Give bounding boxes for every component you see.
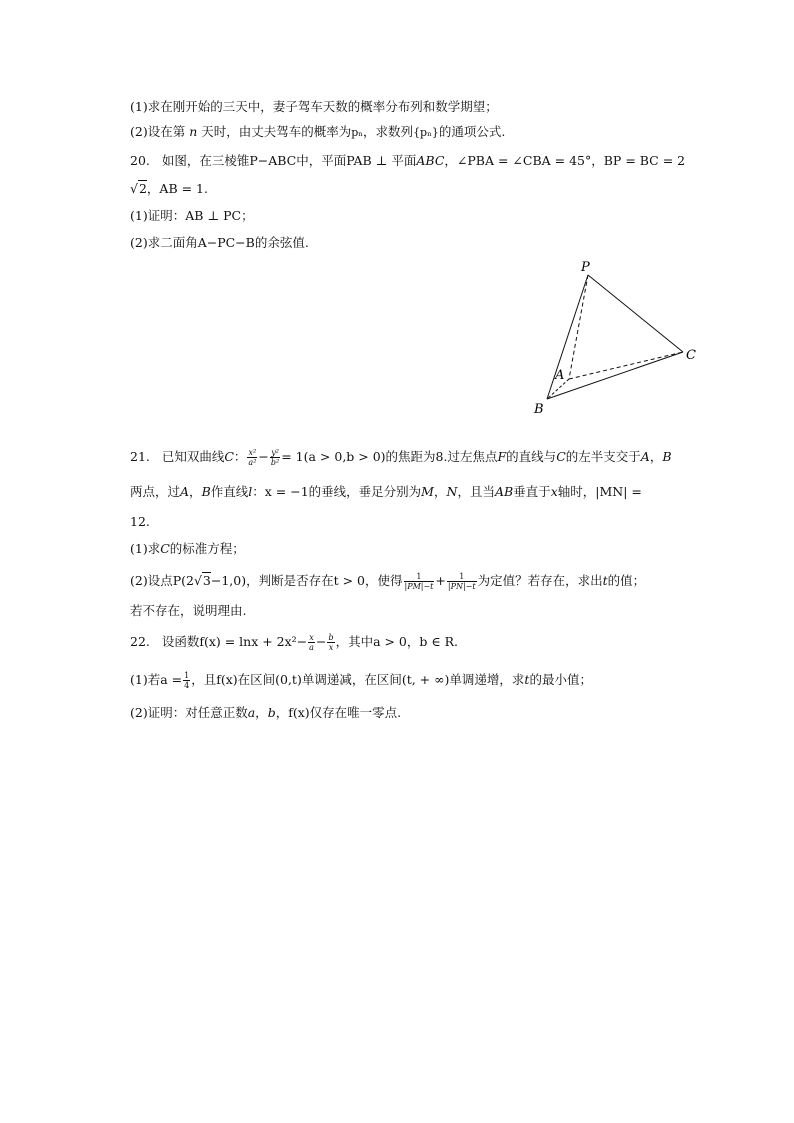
question-number: 22. xyxy=(130,634,150,649)
label-C: C xyxy=(686,348,696,363)
label-P: P xyxy=(581,260,590,275)
var-A: A xyxy=(640,449,650,464)
numerator: x² xyxy=(248,448,257,457)
comma: ， xyxy=(255,705,268,720)
q19-part2-text: 的通项公式. xyxy=(438,124,506,139)
denominator: |PM|−t xyxy=(404,582,434,591)
var-AB: AB xyxy=(494,484,514,499)
q21-text: 作直线 xyxy=(210,484,249,499)
q21-text: 12. xyxy=(130,514,150,529)
var-C: C xyxy=(224,449,234,464)
fraction-1-PM xyxy=(404,572,435,591)
pyramid-figure xyxy=(525,255,710,420)
q20-text: ，∠PBA = ∠CBA = 45°，BP = BC = 2 xyxy=(444,153,686,168)
q21-text: 的左半支交于 xyxy=(565,449,641,464)
q22-text: ，其中a > 0，b ∈ R. xyxy=(335,634,458,649)
q21-text: ，且当 xyxy=(457,484,495,499)
q22-part2-text: (2)证明：对任意正数 xyxy=(130,705,248,720)
q21-text: 轴时，|MN| = xyxy=(557,484,642,499)
var-F: F xyxy=(497,449,507,464)
numerator: 1 xyxy=(447,572,477,582)
q21-part2-cont xyxy=(130,602,246,620)
q21-part1-text: (1)求 xyxy=(130,541,161,556)
numerator: y² xyxy=(271,448,279,457)
var-N: N xyxy=(446,484,458,499)
fraction-x-a xyxy=(308,633,315,652)
q21-part2-text: 的值； xyxy=(607,573,646,588)
numerator: b xyxy=(328,633,334,642)
q20-part1-text: (1)证明：AB ⊥ PC； xyxy=(130,208,254,223)
edge-AC xyxy=(569,352,683,379)
fraction-x2-a2 xyxy=(247,448,257,467)
fraction-1-PN xyxy=(447,572,477,591)
q19-part1 xyxy=(130,98,498,116)
q20-part1 xyxy=(130,207,254,225)
numerator: x xyxy=(309,633,314,642)
fraction-y2-b2 xyxy=(270,448,280,467)
q22-part2 xyxy=(130,704,401,722)
var-C: C xyxy=(160,541,170,556)
minus-sign: − xyxy=(315,634,327,649)
q20-text: 如图，在三棱锥P−ABC中，平面PAB ⊥ 平面 xyxy=(161,153,417,168)
sqrt-2: √2 xyxy=(130,181,147,196)
q19-part2-text: (2)设在第 xyxy=(130,124,190,139)
var-pn: pₙ xyxy=(351,126,364,139)
var-B: B xyxy=(201,484,211,499)
q21-text: 垂直于 xyxy=(513,484,551,499)
edge-PA xyxy=(569,275,588,379)
comma: ， xyxy=(649,449,663,464)
q20-part2-text: (2)求二面角A−PC−B的余弦值. xyxy=(130,235,309,250)
label-B: B xyxy=(534,402,544,417)
var-l: l xyxy=(248,484,253,499)
denominator: a xyxy=(309,643,314,652)
var-x: x xyxy=(550,484,558,499)
sqrt-3: √3 xyxy=(193,573,211,588)
seq-pn: {pₙ} xyxy=(413,126,439,139)
var-n: n xyxy=(189,124,198,139)
var-A: A xyxy=(180,484,190,499)
q22-text: 设函数f(x) = lnx + 2x²− xyxy=(161,634,308,649)
q21-part1-text: 的标准方程； xyxy=(169,541,245,556)
q19-part2 xyxy=(130,123,505,142)
var-b: b xyxy=(267,705,276,720)
edge-BC xyxy=(547,352,683,399)
numerator: 1 xyxy=(184,671,190,680)
question-number: 20. xyxy=(130,153,150,168)
q21-text: 已知双曲线 xyxy=(161,449,225,464)
q21-part2-text: −1,0)，判断是否存在t > 0，使得 xyxy=(210,573,403,588)
radicand: 3 xyxy=(202,573,211,588)
q19-part2-text: 天时，由丈夫驾车的概率为 xyxy=(197,124,352,139)
q22-stem xyxy=(130,633,458,652)
plus-sign: + xyxy=(435,573,446,588)
var-t: t xyxy=(602,573,608,588)
q21-stem-line3 xyxy=(130,513,150,531)
denominator: a² xyxy=(248,458,257,467)
question-number: 21. xyxy=(130,449,150,464)
q21-part1 xyxy=(130,540,245,558)
q22-part1 xyxy=(130,671,592,690)
q20-stem-line2 xyxy=(130,180,208,198)
denominator: 4 xyxy=(184,681,190,690)
q21-part2-text: (2)设点P(2 xyxy=(130,573,194,588)
fraction-b-x xyxy=(327,633,334,652)
q21-stem-line2 xyxy=(130,483,642,501)
numerator: 1 xyxy=(404,572,435,582)
minus-sign: − xyxy=(258,449,269,464)
var-C: C xyxy=(556,449,566,464)
q22-part1-text: ，且f(x)在区间(0,t)单调递减，在区间(t, + ∞)单调递增，求 xyxy=(191,672,525,687)
q22-part1-text: 的最小值； xyxy=(529,672,592,687)
q21-stem-line1 xyxy=(130,448,672,467)
q21-text: = 1(a > 0,b > 0)的焦距为8.过左焦点 xyxy=(281,449,498,464)
q19-part1-text: (1)求在刚开始的三天中，妻子驾车天数的概率分布列和数学期望； xyxy=(130,99,498,114)
var-B: B xyxy=(662,449,672,464)
q21-part2-text: 若不存在，说明理由. xyxy=(130,603,247,618)
comma: ， xyxy=(433,484,447,499)
fraction-1-4 xyxy=(183,671,190,690)
denominator: b² xyxy=(270,458,280,467)
q20-stem-line1 xyxy=(130,152,685,170)
var-M: M xyxy=(421,484,434,499)
q21-part2 xyxy=(130,572,645,591)
edge-PC xyxy=(588,275,683,352)
q21-text: ： xyxy=(233,449,247,464)
denominator: x xyxy=(328,643,334,652)
q21-text: 的直线与 xyxy=(506,449,557,464)
q21-text: 两点，过 xyxy=(130,484,181,499)
q21-part2-text: 为定值？若存在，求出 xyxy=(477,573,603,588)
q20-text: ，AB = 1. xyxy=(146,181,208,196)
q21-text: ：x = −1的垂线，垂足分别为 xyxy=(252,484,422,499)
radicand: 2 xyxy=(138,181,147,196)
var-abc: ABC xyxy=(416,153,445,168)
comma: ， xyxy=(189,484,202,499)
q19-part2-text: ，求数列 xyxy=(363,124,414,139)
q22-part1-text: (1)若a = xyxy=(130,672,183,687)
denominator: |PN|−t xyxy=(447,582,476,591)
q22-part2-text: ，f(x)仅存在唯一零点. xyxy=(275,705,402,720)
var-a: a xyxy=(247,705,256,720)
label-A: A xyxy=(555,368,565,383)
var-t: t xyxy=(524,672,530,687)
q20-part2 xyxy=(130,234,309,252)
